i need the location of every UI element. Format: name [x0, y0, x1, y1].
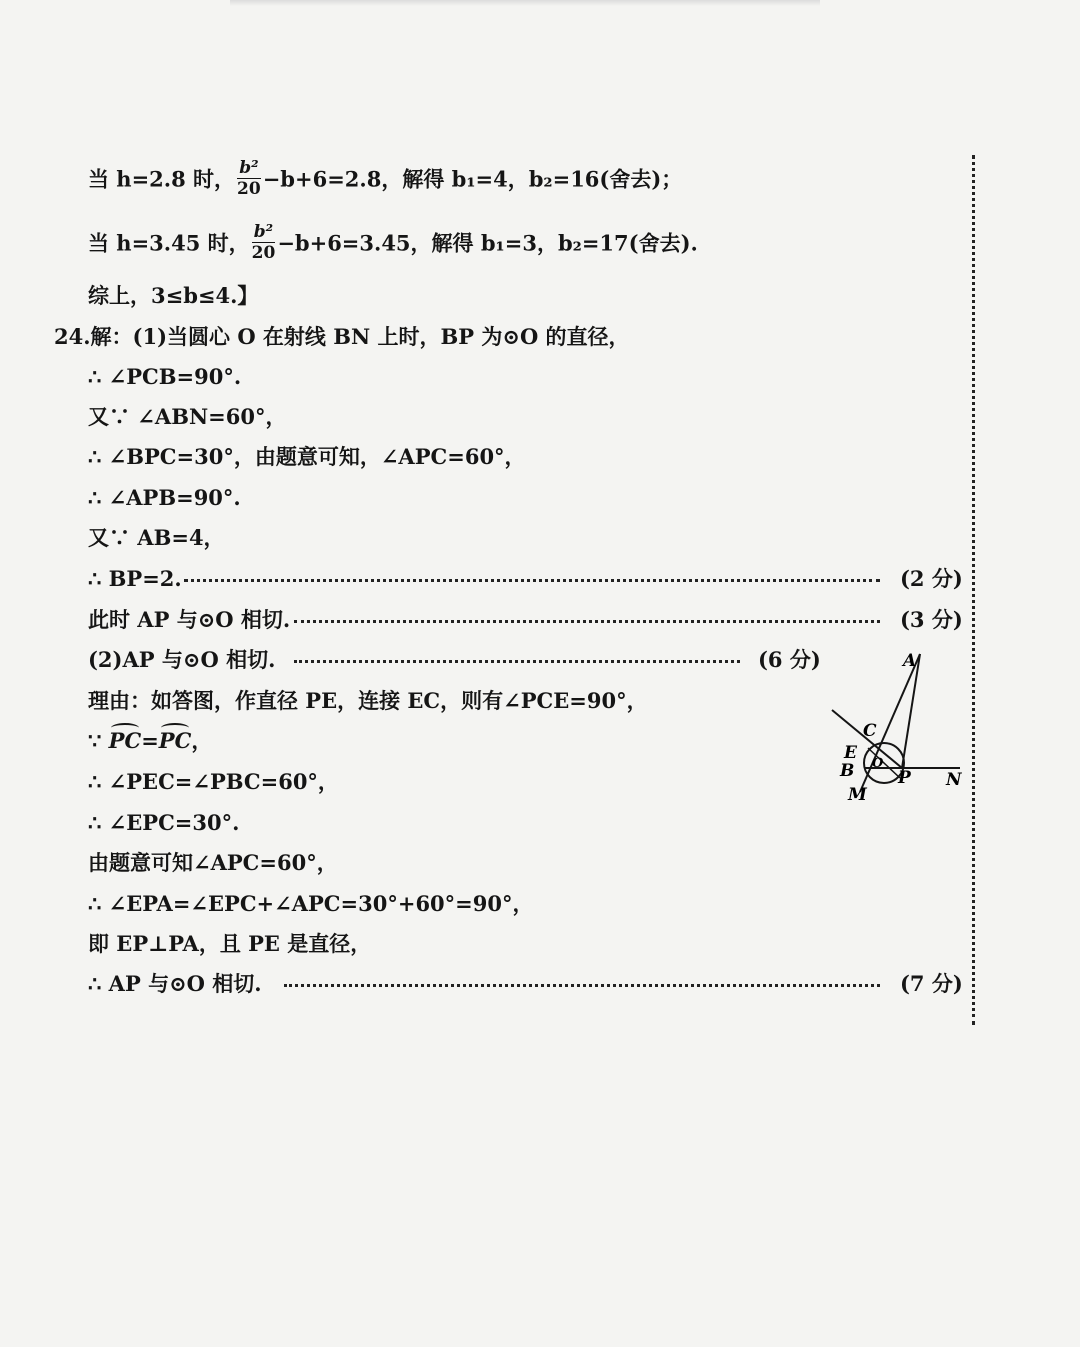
solution-line-3: 综上，3≤b≤4.】	[88, 283, 259, 308]
dot-leader	[294, 620, 880, 623]
fraction-b2-over-20	[237, 160, 261, 198]
solution-line-13: 理由：如答图，作直径 PE，连接 EC，则有∠PCE=90°，	[88, 688, 648, 713]
fraction-numerator: b²	[237, 160, 261, 179]
line-2-prefix: 当 h=3.45 时，	[88, 230, 250, 256]
solution-line-19: 即 EP⊥PA，且 PE 是直径，	[88, 931, 372, 956]
solution-line-1	[88, 158, 683, 199]
line-1-prefix: 当 h=2.8 时，	[88, 166, 236, 192]
score-mark: (7 分)	[900, 971, 963, 996]
problem-24-heading: 24.解：(1)当圆心 O 在射线 BN 上时，BP 为⊙O 的直径，	[54, 324, 630, 349]
solution-line-20	[88, 967, 968, 1001]
solution-line-16: ∴ ∠EPC=30°.	[88, 810, 240, 835]
line-1-suffix: −b+6=2.8，解得 b₁=4，b₂=16(舍去)；	[262, 166, 683, 192]
fraction-denominator: 20	[251, 243, 276, 263]
line-20-text: ∴ AP 与⊙O 相切.	[88, 971, 262, 996]
fraction-denominator: 20	[237, 179, 261, 199]
line-ap	[902, 654, 920, 768]
solution-line-12	[88, 643, 828, 677]
dot-leader	[284, 984, 880, 987]
line-14-suffix: ，	[191, 728, 213, 753]
label-e: E	[844, 743, 857, 763]
label-m: M	[848, 785, 867, 805]
arc-pc: PC	[109, 724, 142, 758]
geometry-figure	[820, 640, 970, 810]
label-c: C	[863, 721, 877, 741]
solution-line-2	[88, 222, 698, 263]
line-12-text: (2)AP 与⊙O 相切.	[88, 647, 276, 672]
solution-line-6: 又∵ ∠ABN=60°，	[88, 404, 287, 429]
score-mark: (6 分)	[758, 647, 821, 672]
label-n: N	[946, 770, 962, 790]
solution-line-7: ∴ ∠BPC=30°，由题意可知，∠APC=60°，	[88, 444, 526, 469]
solution-line-10	[88, 562, 968, 596]
dot-leader	[184, 579, 880, 582]
line-2-suffix: −b+6=3.45，解得 b₁=3，b₂=17(舍去).	[277, 230, 698, 256]
solution-line-5: ∴ ∠PCB=90°.	[88, 364, 242, 389]
fraction-b2-over-20	[252, 224, 276, 262]
solution-line-8: ∴ ∠APB=90°.	[88, 485, 241, 510]
arc-pc: PC	[159, 724, 192, 758]
dot-leader	[294, 660, 740, 663]
because-symbol: ∵	[88, 728, 109, 753]
scan-edge-shadow	[230, 0, 820, 6]
binding-dotted-line	[972, 155, 975, 1025]
line-10-text: ∴ BP=2.	[88, 566, 182, 591]
solution-line-14	[88, 724, 212, 758]
label-b: B	[840, 761, 855, 781]
line-11-text: 此时 AP 与⊙O 相切.	[88, 607, 291, 632]
label-o: O	[872, 756, 884, 771]
label-a: A	[903, 651, 917, 671]
solution-line-11	[88, 603, 968, 637]
solution-line-9: 又∵ AB=4，	[88, 525, 225, 550]
solution-line-18: ∴ ∠EPA=∠EPC+∠APC=30°+60°=90°，	[88, 891, 534, 916]
score-mark: (2 分)	[900, 566, 963, 591]
score-mark: (3 分)	[900, 607, 963, 632]
solution-line-15: ∴ ∠PEC=∠PBC=60°，	[88, 769, 339, 794]
label-p: P	[898, 768, 911, 788]
fraction-numerator: b²	[252, 224, 276, 243]
equals-sign: =	[141, 728, 159, 753]
solution-line-17: 由题意可知∠APC=60°，	[88, 850, 338, 875]
